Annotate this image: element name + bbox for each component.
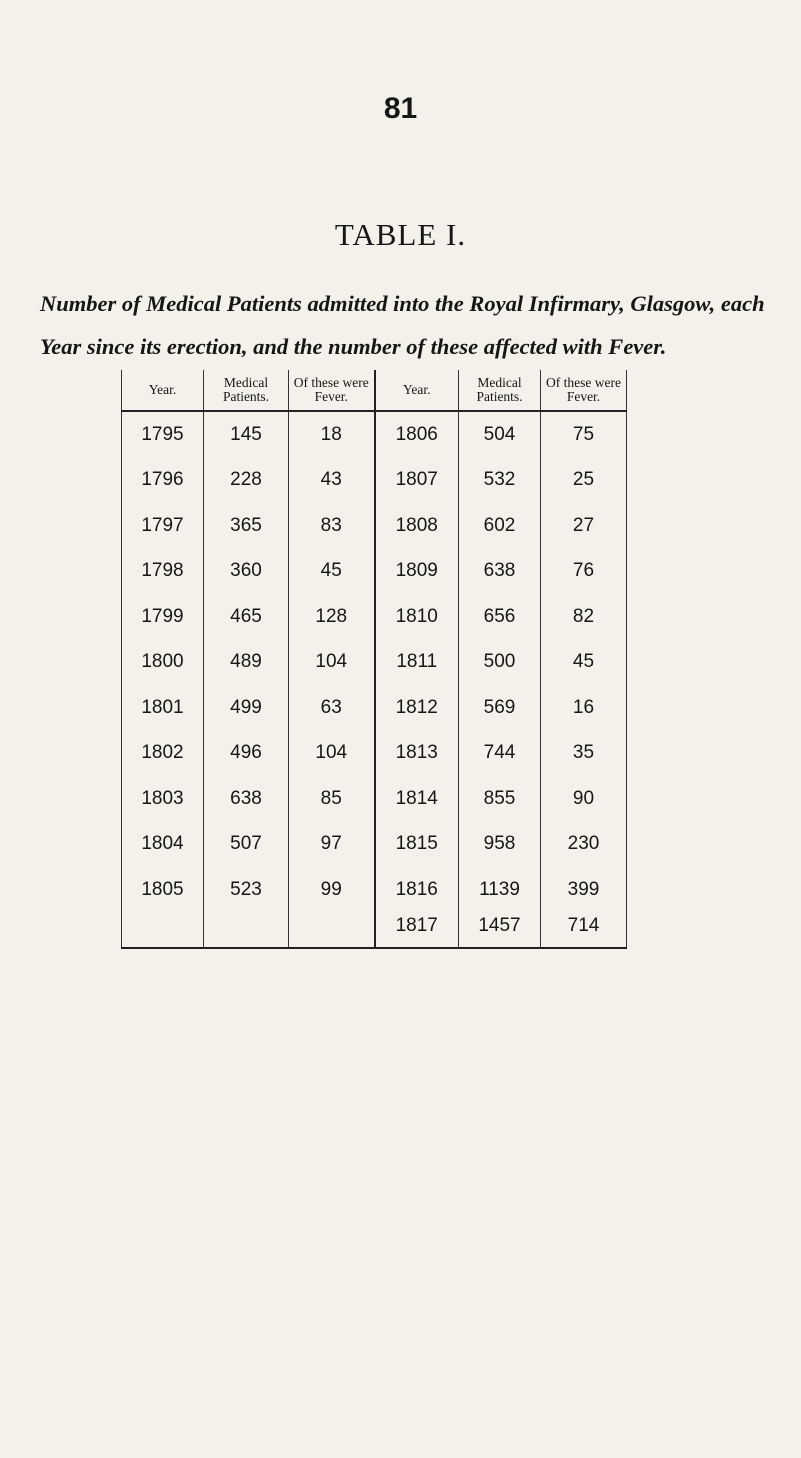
year-cell: 1801 [122, 685, 204, 731]
fever-cell: 75 [541, 411, 627, 458]
patients-cell: 958 [459, 822, 541, 868]
table-caption: Number of Medical Patients admitted into the Royal Infirmary, Glasgow, each Year since its erection, and the number of these affected with Fever. [40, 291, 765, 359]
year-cell: 1811 [375, 640, 459, 686]
patients-cell: 602 [459, 503, 541, 549]
patients-cell: 500 [459, 640, 541, 686]
fever-cell: 76 [541, 549, 627, 595]
fever-cell: 128 [289, 594, 375, 640]
patients-cell: 145 [204, 411, 289, 458]
medical-patients-table [121, 370, 627, 949]
year-cell: 1800 [122, 640, 204, 686]
header-medical-patients: Medical Patients. [204, 370, 289, 411]
year-cell: 1798 [122, 549, 204, 595]
year-cell: 1805 [122, 867, 204, 913]
patients-cell: 638 [459, 549, 541, 595]
fever-cell: 99 [289, 867, 375, 913]
table-row [122, 776, 627, 822]
fever-cell [289, 913, 375, 948]
patients-cell: 656 [459, 594, 541, 640]
patients-cell: 365 [204, 503, 289, 549]
patients-cell [204, 913, 289, 948]
patients-cell: 360 [204, 549, 289, 595]
fever-cell: 45 [541, 640, 627, 686]
header-fever: Of these were Fever. [289, 370, 375, 411]
patients-cell: 507 [204, 822, 289, 868]
fever-cell: 90 [541, 776, 627, 822]
year-cell: 1816 [375, 867, 459, 913]
year-cell: 1808 [375, 503, 459, 549]
fever-cell: 104 [289, 640, 375, 686]
patients-cell: 489 [204, 640, 289, 686]
year-cell: 1797 [122, 503, 204, 549]
year-cell: 1796 [122, 458, 204, 504]
year-cell: 1803 [122, 776, 204, 822]
fever-cell: 16 [541, 685, 627, 731]
fever-cell: 63 [289, 685, 375, 731]
fever-cell: 25 [541, 458, 627, 504]
patients-cell: 638 [204, 776, 289, 822]
fever-cell: 45 [289, 549, 375, 595]
year-cell: 1799 [122, 594, 204, 640]
table-row [122, 867, 627, 913]
year-cell: 1810 [375, 594, 459, 640]
year-cell: 1809 [375, 549, 459, 595]
table-row [122, 640, 627, 686]
table-title: TABLE I. [334, 217, 467, 252]
table-row [122, 822, 627, 868]
page-number: 81 [383, 92, 418, 125]
table-row [122, 685, 627, 731]
year-cell: 1815 [375, 822, 459, 868]
fever-cell: 399 [541, 867, 627, 913]
fever-cell: 35 [541, 731, 627, 777]
year-cell: 1802 [122, 731, 204, 777]
patients-cell: 855 [459, 776, 541, 822]
fever-cell: 97 [289, 822, 375, 868]
header-medical-patients: Medical Patients. [459, 370, 541, 411]
fever-cell: 43 [289, 458, 375, 504]
table-row [122, 594, 627, 640]
year-cell [122, 913, 204, 948]
fever-cell: 27 [541, 503, 627, 549]
fever-cell: 83 [289, 503, 375, 549]
header-year: Year. [122, 370, 204, 411]
header-row [122, 370, 627, 411]
fever-cell: 104 [289, 731, 375, 777]
patients-cell: 465 [204, 594, 289, 640]
patients-cell: 1139 [459, 867, 541, 913]
patients-cell: 499 [204, 685, 289, 731]
year-cell: 1812 [375, 685, 459, 731]
table-row [122, 458, 627, 504]
patients-cell: 532 [459, 458, 541, 504]
table-row [122, 411, 627, 458]
table-row [122, 549, 627, 595]
year-cell: 1804 [122, 822, 204, 868]
year-cell: 1806 [375, 411, 459, 458]
fever-cell: 230 [541, 822, 627, 868]
year-cell: 1807 [375, 458, 459, 504]
year-cell: 1814 [375, 776, 459, 822]
year-cell: 1795 [122, 411, 204, 458]
table-row [122, 731, 627, 777]
fever-cell: 85 [289, 776, 375, 822]
table-row [122, 503, 627, 549]
patients-cell: 228 [204, 458, 289, 504]
patients-cell: 569 [459, 685, 541, 731]
patients-cell: 504 [459, 411, 541, 458]
patients-cell: 744 [459, 731, 541, 777]
year-cell: 1813 [375, 731, 459, 777]
patients-cell: 496 [204, 731, 289, 777]
fever-cell: 82 [541, 594, 627, 640]
header-fever: Of these were Fever. [541, 370, 627, 411]
table-row [122, 913, 627, 948]
fever-cell: 714 [541, 913, 627, 948]
year-cell: 1817 [375, 913, 459, 948]
fever-cell: 18 [289, 411, 375, 458]
patients-cell: 1457 [459, 913, 541, 948]
patients-cell: 523 [204, 867, 289, 913]
header-year: Year. [375, 370, 459, 411]
